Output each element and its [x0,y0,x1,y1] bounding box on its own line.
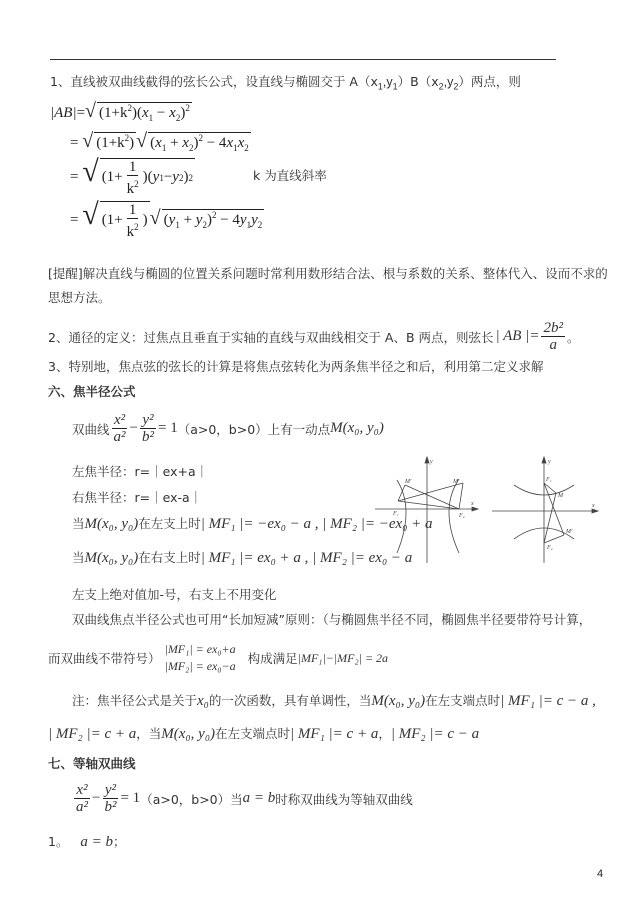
left-branch-formula: 当M(x₀, y₀)在左支上时| MF₁ |= −ex₀ − a , | MF₂ |= −ex₀ + a [72,516,433,532]
right-branch-formula: 当M(x₀, y₀)在右支上时| MF₁ |= ex₀ + a , | MF₂ |= ex₀ − a [72,550,413,566]
right-focal-radius: 右焦半径：r=｜ex-a｜ [72,490,203,505]
svg-text:x: x [471,501,474,507]
svg-text:M: M [453,479,458,485]
vertical-hyperbola-figure [492,455,600,565]
item2-latus-rectum: 2、通径的定义：过焦点且垂直于实轴的直线与双曲线相交于 A、B 两点，则弦长 | AB |= $\frac{\text{2b²}}{a}$ 。 [48,320,580,353]
tip-line-2: 思想方法。 [48,290,111,305]
svg-text:F₂: F₂ [459,513,465,519]
section-6-heading: 六、焦半径公式 [48,384,136,399]
left-focal-radius: 左焦半径：r=｜ex+a｜ [72,464,209,479]
svg-text:M': M' [405,479,412,485]
svg-text:F₂: F₂ [547,545,553,551]
section-7-heading: 七、等轴双曲线 [48,756,136,771]
chord-formula-3: = √ (1+ $\frac{1}{k^2}$ )( y 1 − y 2 ) 2 [70,155,193,197]
note-line-1: 注：焦半径公式是关于x₀的一次函数，具有单调性，当M(x₀, y₀)在左支端点时| MF₁ |= c − a , [72,693,596,709]
svg-text:M': M' [566,529,573,535]
equiaxial-definition: $\frac{\text{x²}}{\text{a²}}$ − $\frac{\text{y²}}{\text{b²}}$ = 1 （a>0，b>0）当 a = b 时称双曲线为等轴双曲线 [76,782,413,815]
chord-formula-1: |AB|=√ $(1+k^2)(x_1 - x_2)^2$ [50,100,190,123]
svg-text:M: M [558,493,563,499]
page-number: 4 [597,868,604,880]
tip-line-1: [提醒]解决直线与椭圆的位置关系问题时常利用数形结合法、根与系数的关系、整体代入、设而不求的 [48,266,608,281]
note-line-2: | MF₂ |= c + a，当M(x₀, y₀)在左支端点时| MF₁ |= c + a，| MF₂ |= c − a [48,726,480,742]
chord-formula-4: = √ (1+ $\frac{1}{k^2}$ ) √ $(y_1 + y_2)^2 - 4y_1y_2$ [70,198,263,240]
svg-text:x: x [592,503,595,509]
svg-text:y: y [548,459,551,465]
chord-formula-2: = √ $(1+k^2)$ √ $(x_1 + x_2)^2 - 4x_1x_2$ [70,130,249,153]
hyperbola-definition: 双曲线 $\frac{\text{x²}}{\text{a²}}$ − $\frac{\text{y²}}{\text{b²}}$ = 1 （a>0，b>0）上有一动点 M(x₀, y₀) [72,412,384,445]
sign-note: 左支上绝对值加-号，右支上不用变化 [72,587,277,602]
item3-focal-chord: 3、特别地，焦点弦的弦长的计算是将焦点弦转化为两条焦半径之和后，利用第二定义求解 [48,359,544,374]
equiaxial-item-1: 1。 a = b； [48,834,126,850]
horizontal-hyperbola-figure [375,455,480,565]
header-rule [50,59,556,60]
item1-intro: 1、直线被双曲线截得的弦长公式，设直线与椭圆交于 $A(x_1,y_1)B(x_2,y_2)$两点，则 [50,74,521,92]
k-note: k 为直线斜率 [253,168,327,183]
long-add-short-subtract-rule: 双曲线焦点半径公式也可用“长加短减”原则：（与椭圆焦半径不同，椭圆焦半径要带符号计算， [72,612,592,627]
svg-text:F₁: F₁ [393,511,399,517]
svg-text:F₁: F₁ [546,477,552,483]
rule-equations: 而双曲线不带符号） |MF₁| = ex₀+a |MF₂| = ex₀−a 构成满足 |MF₁|−|MF₂| = 2a [48,642,389,673]
svg-text:y: y [430,459,433,465]
